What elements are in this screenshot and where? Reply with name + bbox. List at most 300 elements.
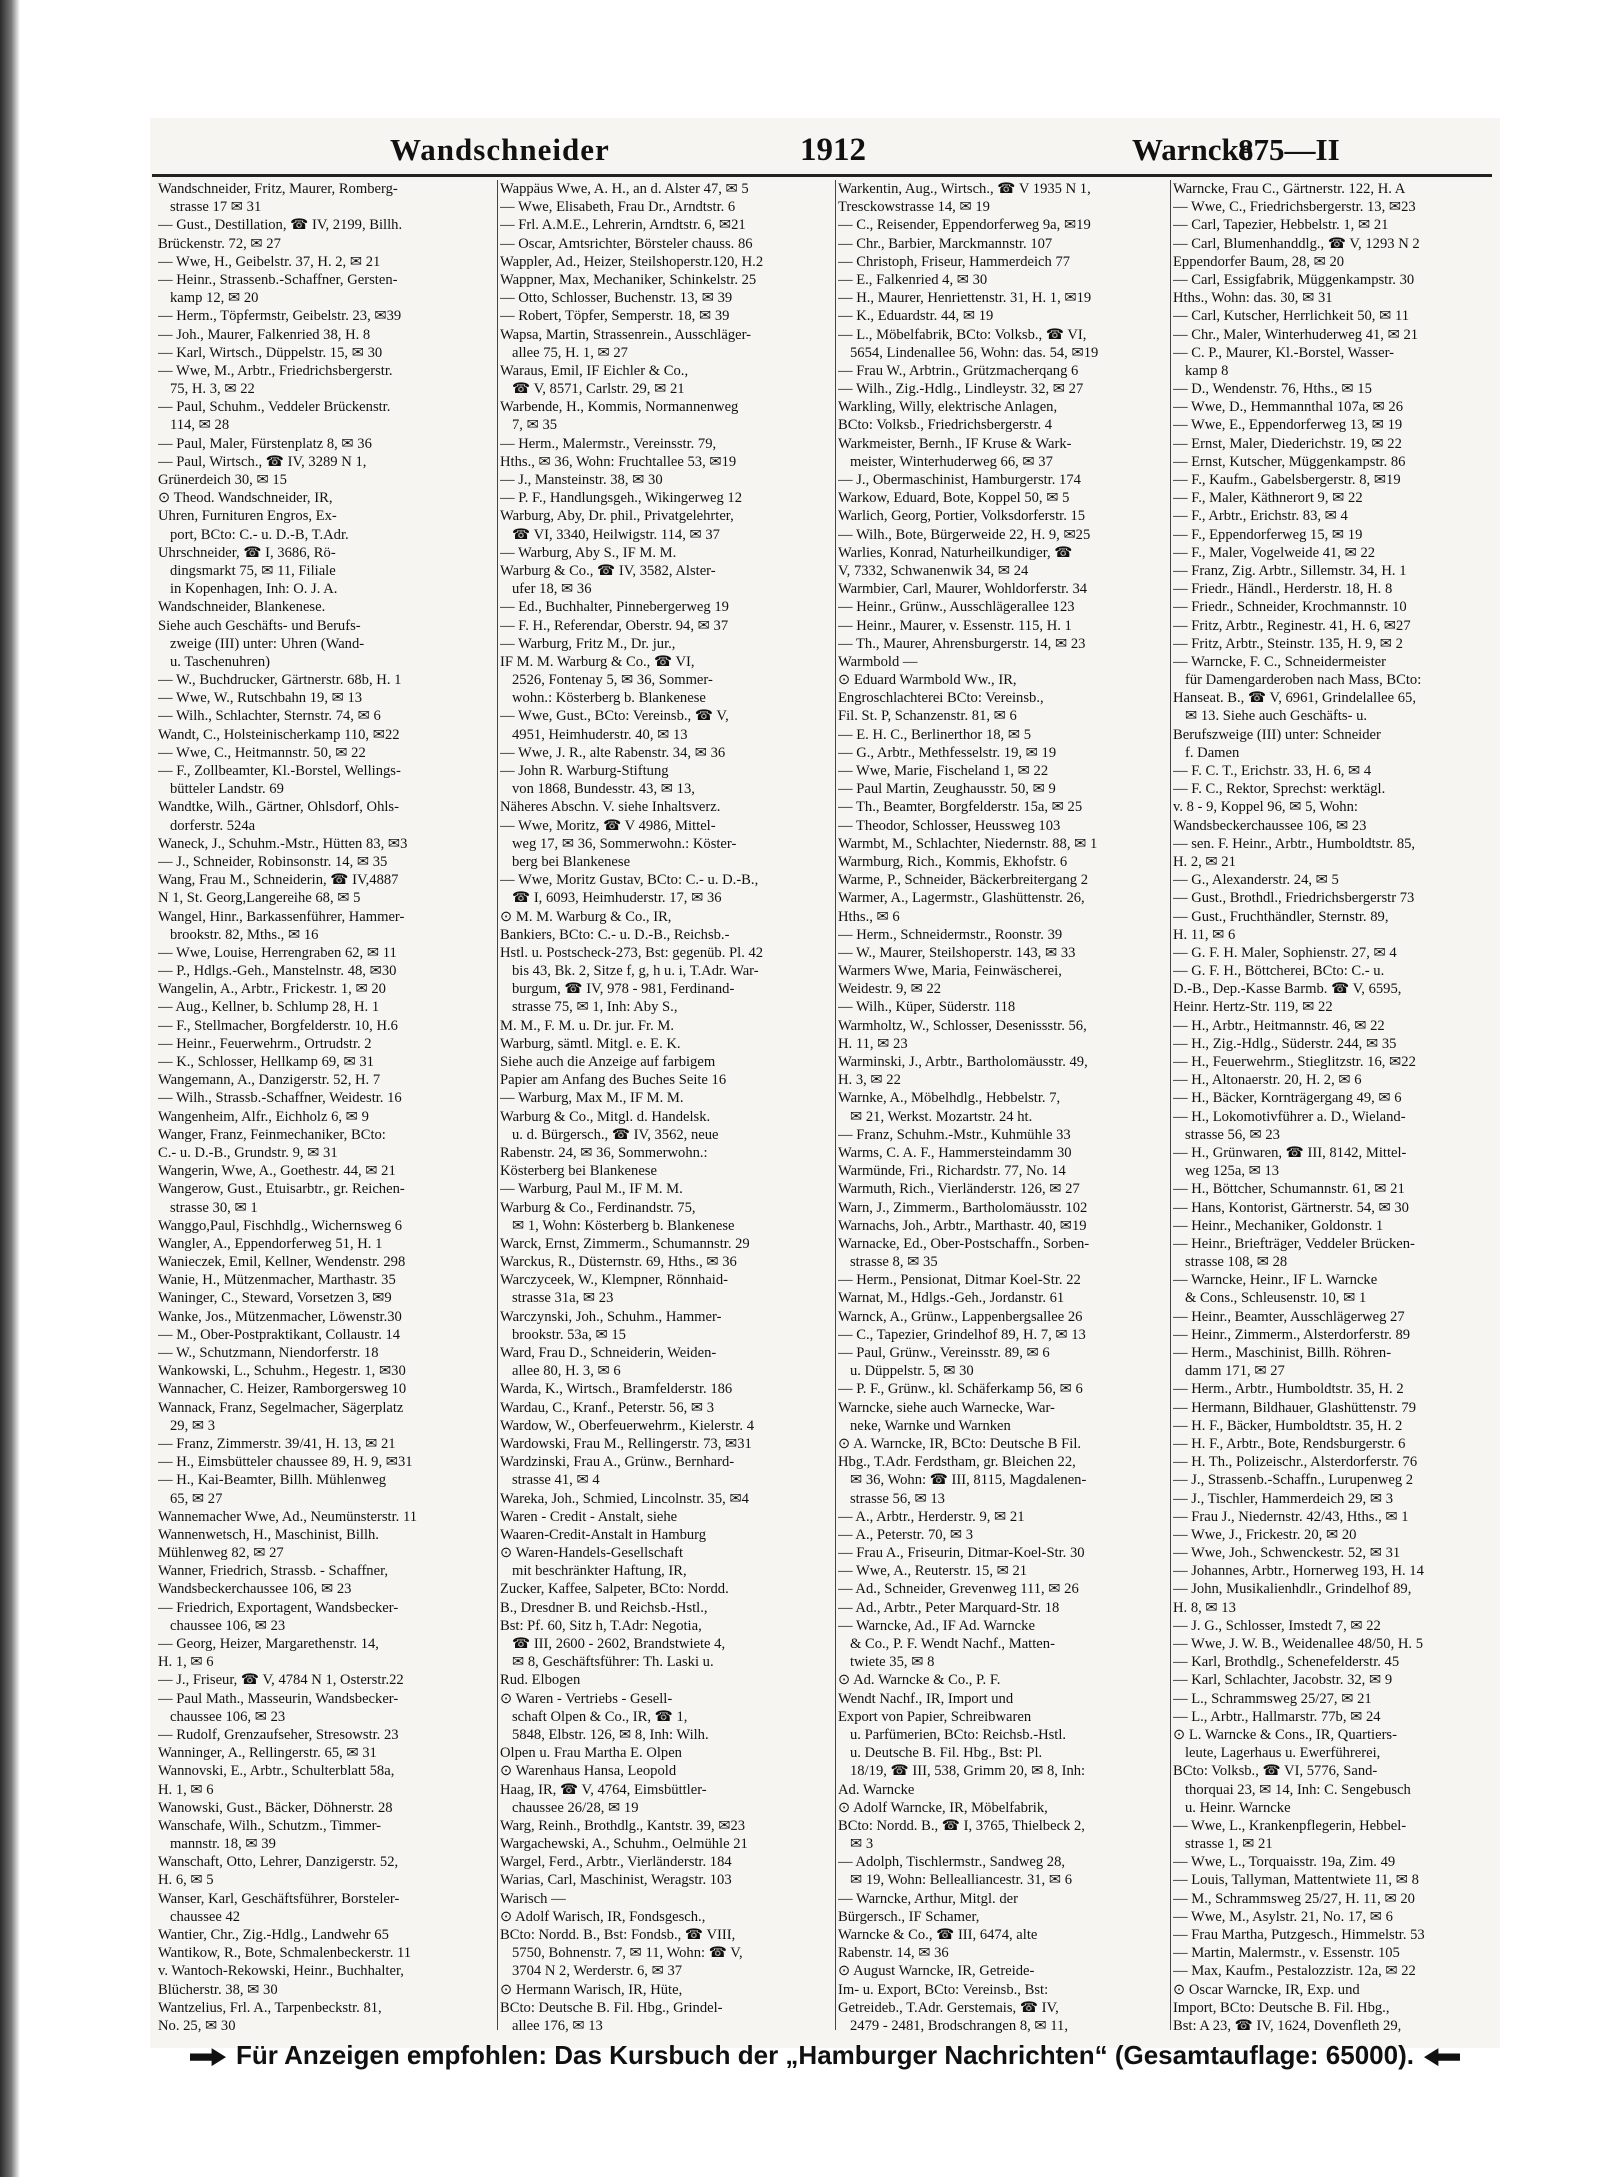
directory-line: — H., Lokomotivführer a. D., Wieland- [1173,1108,1406,1125]
binding-shadow [0,0,20,2177]
directory-line: u. Düppelstr. 5, ✉ 30 [850,1363,974,1380]
directory-line: Hbg., T.Adr. Ferdstham, gr. Bleichen 22, [838,1454,1076,1471]
column-3 [838,180,1168,2033]
directory-line: Wannemacher Wwe, Ad., Neumünsterstr. 11 [158,1508,418,1525]
directory-line: Warmuth, Rich., Vierländerstr. 126, ✉ 27 [838,1181,1080,1198]
directory-line: — J., Schneider, Robinsonstr. 14, ✉ 35 [158,853,388,870]
directory-line: kamp 12, ✉ 20 [170,290,259,307]
directory-line: Grünerdeich 30, ✉ 15 [158,472,287,488]
directory-line: H. 2, ✉ 21 [1173,853,1236,870]
directory-line: ⊙ August Warncke, IR, Getreide- [838,1963,1035,1980]
directory-line: Waren - Credit - Anstalt, siehe [500,1508,678,1525]
directory-line: — H., Böttcher, Schumannstr. 61, ✉ 21 [1173,1181,1405,1198]
directory-line: 29, ✉ 3 [170,1417,216,1434]
directory-line: Warnachs, Joh., Arbtr., Marthastr. 40, ✉19 [838,1217,1087,1234]
directory-line: H. 8, ✉ 13 [1173,1599,1236,1616]
directory-line: C.- u. D.-B., Grundstr. 9, ✉ 31 [158,1144,338,1161]
directory-line: allee 176, ✉ 13 [512,2017,603,2033]
directory-line: Getreideb., T.Adr. Gerstemais, ☎ IV, [838,1999,1059,2016]
directory-line: ✉ 1, Wohn: Kösterberg b. Blankenese [512,1217,735,1234]
directory-line: — J., Obermaschinist, Hamburgerstr. 174 [838,472,1081,488]
directory-line: Warmbold — [838,653,918,670]
directory-line: — Friedrich, Exportagent, Wandsbecker- [158,1599,399,1616]
page-number: 875—II [1238,132,1340,167]
directory-line: — Gust., Fruchthändler, Sternstr. 89, [1173,908,1389,925]
directory-line: — Herm., Pensionat, Ditmar Koel-Str. 22 [838,1272,1081,1289]
directory-line: — G., Arbtr., Methfesselstr. 19, ✉ 19 [838,744,1057,761]
directory-line: 5750, Bohnenstr. 7, ✉ 11, Wohn: ☎ V, [512,1945,743,1962]
directory-line: strasse 1, ✉ 21 [1185,1836,1273,1853]
directory-line: — Wwe, Joh., Schwenckestr. 52, ✉ 31 [1173,1545,1401,1562]
directory-line: — G. F. H. Maler, Sophienstr. 27, ✉ 4 [1173,944,1397,961]
pointing-hand-icon [1424,2048,1460,2066]
directory-line: — Ernst, Maler, Diederichstr. 19, ✉ 22 [1173,435,1402,452]
directory-line: 65, ✉ 27 [170,1490,223,1507]
directory-line: — Paul, Schuhm., Veddeler Brückenstr. [158,399,391,416]
directory-line: weg 17, ✉ 36, Sommerwohn.: Köster- [512,835,737,852]
directory-line: N 1, St. Georg,Langereihe 68, ✉ 5 [158,890,361,907]
directory-line: v. 8 - 9, Koppel 96, ✉ 5, Wohn: [1173,799,1358,816]
directory-line: Warncke & Co., ☎ III, 6474, alte [838,1927,1038,1943]
directory-line: — Warburg, Fritz M., Dr. jur., [500,635,676,652]
directory-line: H. 11, ✉ 6 [1173,926,1236,943]
directory-line: — Friedr., Händl., Herderstr. 18, H. 8 [1173,581,1393,598]
directory-line: Tresckowstrasse 14, ✉ 19 [838,199,990,216]
directory-line: — Wilh., Zig.-Hdlg., Lindleystr. 32, ✉ 27 [838,381,1084,398]
directory-line: 5848, Elbstr. 126, ✉ 8, Inh: Wilh. [512,1726,709,1743]
directory-line: Wannacher, C. Heizer, Ramborgersweg 10 [158,1381,407,1398]
directory-line: 2526, Fontenay 5, ✉ 36, Sommer- [512,672,713,689]
directory-line: — F. C., Rektor, Sprechst: werktägl. [1173,781,1386,798]
directory-line: Warczyceek, W., Klempner, Rönnhaid- [500,1272,729,1289]
directory-line: Warbende, H., Kommis, Normannenweg [500,399,739,416]
directory-line: mannstr. 18, ✉ 39 [170,1836,276,1853]
directory-line: — J., Tischler, Hammerdeich 29, ✉ 3 [1173,1490,1393,1507]
directory-line: Warmers Wwe, Maria, Feinwäscherei, [838,963,1062,980]
directory-line: — Theodor, Schlosser, Heussweg 103 [838,817,1061,834]
directory-line: Wanninger, A., Rellingerstr. 65, ✉ 31 [158,1745,377,1762]
directory-line: — J., Friseur, ☎ V, 4784 N 1, Osterstr.22 [158,1672,404,1689]
directory-line: — C., Reisender, Eppendorferweg 9a, ✉19 [838,217,1091,234]
directory-line: — P., Hdlgs.-Geh., Manstelnstr. 48, ✉30 [158,963,397,980]
directory-line: zweige (III) unter: Uhren (Wand- [170,635,365,652]
directory-line: — Wwe, D., Hemmannthal 107a, ✉ 26 [1173,399,1404,416]
directory-line: — W., Maurer, Steilshoperstr. 143, ✉ 33 [838,944,1076,961]
directory-line: — Herm., Maschinist, Billh. Röhren- [1173,1345,1392,1361]
directory-line: — M., Schrammsweg 25/27, H. 11, ✉ 20 [1173,1890,1415,1907]
directory-line: — F. H., Referendar, Oberstr. 94, ✉ 37 [500,617,729,634]
directory-line: Wargachewski, A., Schuhm., Oelmühle 21 [500,1836,748,1853]
directory-line: — Wwe, L., Krankenpflegerin, Hebbel- [1173,1817,1407,1834]
directory-line: — Heinr., Briefträger, Veddeler Brücken- [1173,1235,1415,1252]
directory-line: Wardow, W., Oberfeuerwehrm., Kielerstr. 4 [500,1417,754,1434]
directory-line: Warminski, J., Arbtr., Bartholomäusstr. 49, [838,1054,1088,1070]
directory-line: — Herm., Malermstr., Vereinsstr. 79, [500,435,717,452]
directory-line: strasse 56, ✉ 23 [1185,1126,1280,1143]
directory-line: Wardau, C., Kranf., Peterstr. 56, ✉ 3 [500,1399,715,1416]
page-header [160,132,1490,172]
column-4 [1173,180,1493,2033]
directory-line: — H., Maurer, Henriettenstr. 31, H. 1, ✉19 [838,290,1092,307]
directory-line: ufer 18, ✉ 36 [512,581,592,598]
directory-line: ⊙ Ad. Warncke & Co., P. F. [838,1672,1001,1689]
directory-line: Warlich, Georg, Portier, Volksdorferstr. 15 [838,508,1086,525]
directory-line: allee 75, H. 1, ✉ 27 [512,344,628,361]
directory-line: Wareka, Joh., Schmied, Lincolnstr. 35, ✉4 [500,1490,749,1507]
directory-line: Rud. Elbogen [500,1672,581,1689]
directory-line: strasse 41, ✉ 4 [512,1472,600,1489]
directory-line: leute, Lagerhaus u. Ewerführerei, [1185,1745,1381,1762]
directory-line: Brückenstr. 72, ✉ 27 [158,235,281,252]
pointing-hand-icon [190,2048,226,2066]
directory-line: kamp 8 [1185,362,1229,379]
directory-line: Berufszweige (III) unter: Schneider [1173,726,1381,743]
directory-line: — Heinr., Feuerwehrm., Ortrudstr. 2 [158,1035,372,1052]
directory-line: chaussee 106, ✉ 23 [170,1617,286,1634]
directory-line: & Cons., Schleusenstr. 10, ✉ 1 [1185,1290,1367,1307]
header-right-term: Warncke [1132,132,1253,167]
directory-line: — Karl, Wirtsch., Düppelstr. 15, ✉ 30 [158,344,383,361]
directory-line: ⊙ L. Warncke & Cons., IR, Quartiers- [1173,1726,1397,1743]
directory-line: — Robert, Töpfer, Semperstr. 18, ✉ 39 [500,308,730,325]
directory-line: Ad. Warncke [838,1781,915,1798]
directory-line: Wangemann, A., Danzigerstr. 52, H. 7 [158,1072,381,1089]
directory-line: Zucker, Kaffee, Salpeter, BCto: Nordd. [500,1581,729,1598]
directory-line: — Frau A., Friseurin, Ditmar-Koel-Str. 30 [838,1545,1085,1562]
directory-line: Import, BCto: Deutsche B. Fil. Hbg., [1173,1999,1390,2016]
directory-line: — Wwe, E., Eppendorferweg 13, ✉ 19 [1173,417,1403,434]
directory-line: — Rudolf, Grenzaufseher, Stresowstr. 23 [158,1726,399,1743]
directory-line: Blücherstr. 38, ✉ 30 [158,1981,278,1998]
directory-line: 75, H. 3, ✉ 22 [170,381,255,398]
directory-line: — L., Möbelfabrik, BCto: Volksb., ☎ VI, [838,326,1087,343]
directory-line: — Paul, Maler, Fürstenplatz 8, ✉ 36 [158,435,372,452]
directory-line: Uhrschneider, ☎ I, 3686, Rö- [158,544,336,561]
directory-line: Waaren-Credit-Anstalt in Hamburg [500,1526,707,1543]
directory-line: — John, Musikalienhdlr., Grindelhof 89, [1173,1581,1412,1598]
directory-line: — Heinr., Mechaniker, Goldonstr. 1 [1173,1217,1384,1234]
directory-line: — Wwe, L., Torquaisstr. 19a, Zim. 49 [1173,1854,1396,1871]
directory-line: port, BCto: C.- u. D.-B, T.Adr. [170,526,349,543]
directory-line: Warkmeister, Bernh., IF Kruse & Wark- [838,435,1072,452]
directory-line: Warmholtz, W., Schlosser, Desenissstr. 56, [838,1017,1087,1034]
column-2 [500,180,833,2033]
directory-line: Wandsbeckerchaussee 106, ✉ 23 [1173,817,1367,834]
directory-line: — W., Buchdrucker, Gärtnerstr. 68b, H. 1 [158,672,402,689]
directory-line: Wanggo,Paul, Fischhdlg., Wichernsweg 6 [158,1217,403,1234]
directory-line: Warncke, Frau C., Gärtnerstr. 122, H. A [1173,181,1406,197]
directory-line: — Herm., Arbtr., Humboldtstr. 35, H. 2 [1173,1381,1404,1398]
footer-advertisement [190,2040,1440,2080]
directory-line: — Otto, Schlosser, Buchenstr. 13, ✉ 39 [500,290,733,307]
directory-line: V, 7332, Schwanenwik 34, ✉ 24 [838,562,1029,579]
directory-line: ⊙ Theod. Wandschneider, IR, [158,490,333,507]
directory-line: allee 80, H. 3, ✉ 6 [512,1363,621,1380]
directory-line: Wantier, Chr., Zig.-Hdlg., Landwehr 65 [158,1927,389,1943]
directory-line: Wantzelius, Frl. A., Tarpenbeckstr. 81, [158,1999,382,2016]
directory-line: H. 6, ✉ 5 [158,1872,214,1889]
directory-line: — Warncke, Ad., IF Ad. Warncke [838,1617,1035,1634]
directory-line: Wanschaft, Otto, Lehrer, Danzigerstr. 52, [158,1854,399,1871]
directory-line: — H. Th., Polizeischr., Alsterdorferstr. 76 [1173,1454,1418,1471]
directory-line: H. 3, ✉ 22 [838,1072,901,1089]
directory-line: H. 1, ✉ 6 [158,1654,214,1671]
directory-line: — Wwe, C., Heitmannstr. 50, ✉ 22 [158,744,366,761]
directory-line: Wendt Nachf., IR, Import und [838,1690,1014,1707]
directory-line: — H., Eimsbütteler chaussee 89, H. 9, ✉31 [158,1454,413,1471]
directory-line: 5654, Lindenallee 56, Wohn: das. 54, ✉19 [850,344,1099,361]
directory-line: — F., Kaufm., Gabelsbergerstr. 8, ✉19 [1173,472,1401,488]
directory-line: Wangerow, Gust., Etuisarbtr., gr. Reichen- [158,1181,405,1198]
directory-line: chaussee 26/28, ✉ 19 [512,1799,639,1816]
directory-line: — Georg, Heizer, Margarethenstr. 14, [158,1636,379,1652]
directory-line: Wanieczek, Emil, Kellner, Wendenstr. 298 [158,1254,406,1271]
directory-line: — E. H. C., Berlinerthor 18, ✉ 5 [838,726,1032,743]
directory-line: Ward, Frau D., Schneiderin, Weiden- [500,1345,717,1361]
directory-line: — Paul Martin, Zeughausstr. 50, ✉ 9 [838,781,1056,798]
directory-line: Wandsbeckerchaussee 106, ✉ 23 [158,1581,352,1598]
directory-line: — Wilh., Strassb.-Schaffner, Weidestr. 16 [158,1090,402,1107]
directory-line: — Wwe, J. W. B., Weidenallee 48/50, H. 5 [1173,1636,1423,1652]
directory-line: — Carl, Tapezier, Hebbelstr. 1, ✉ 21 [1173,217,1389,234]
directory-line: — H., Arbtr., Heitmannstr. 46, ✉ 22 [1173,1017,1385,1034]
directory-line: strasse 17 ✉ 31 [170,199,262,216]
header-rule [152,174,1492,177]
directory-line: Warn, J., Zimmerm., Bartholomäusstr. 102 [838,1199,1088,1216]
directory-line: Warnacke, Ed., Ober-Postschaffn., Sorben- [838,1235,1090,1252]
directory-line: — Wwe, J. R., alte Rabenstr. 34, ✉ 36 [500,744,726,761]
directory-line: Warkentin, Aug., Wirtsch., ☎ V 1935 N 1, [838,181,1091,197]
directory-line: dorferstr. 524a [170,817,256,834]
directory-line: Warme, P., Schneider, Bäckerbreitergang 2 [838,872,1089,889]
directory-line: — Gust., Destillation, ☎ IV, 2199, Billh. [158,217,403,234]
directory-line: — Karl, Schlachter, Jacobstr. 32, ✉ 9 [1173,1672,1393,1689]
directory-line: — John R. Warburg-Stiftung [500,763,669,779]
directory-line: Bst: Pf. 60, Sitz h, T.Adr: Negotia, [500,1617,702,1634]
directory-line: Wandt, C., Holsteinischerkamp 110, ✉22 [158,726,400,743]
directory-line: Wargel, Ferd., Arbtr., Vierländerstr. 184 [500,1854,732,1871]
directory-line: Bürgersch., IF Schamer, [838,1908,980,1925]
directory-line: Wangler, A., Eppendorferweg 51, H. 1 [158,1235,383,1252]
directory-line: Warisch — [500,1890,566,1907]
directory-line: — Warncke, Heinr., IF L. Warncke [1173,1272,1378,1289]
directory-line: — F., Maler, Käthnerort 9, ✉ 22 [1173,490,1363,507]
directory-line: — Wwe, Gust., BCto: Vereinsb., ☎ V, [500,708,729,725]
directory-line: — Carl, Essigfabrik, Müggenkampstr. 30 [1173,271,1415,288]
directory-line: No. 25, ✉ 30 [158,2017,236,2033]
directory-line: — Wilh., Küper, Süderstr. 118 [838,999,1016,1016]
directory-line: — Frl. A.M.E., Lehrerin, Arndtstr. 6, ✉21 [500,217,746,234]
directory-line: Rabenstr. 14, ✉ 36 [838,1945,949,1962]
directory-line: thorquai 23, ✉ 14, Inh: C. Sengebusch [1185,1781,1411,1798]
directory-line: — P. F., Handlungsgeh., Wikingerweg 12 [500,490,742,507]
directory-line: — Carl, Blumenhanddlg., ☎ V, 1293 N 2 [1173,235,1420,252]
directory-line: — Ad., Arbtr., Peter Marquard-Str. 18 [838,1599,1060,1616]
directory-line: ⊙ M. M. Warburg & Co., IR, [500,908,672,925]
directory-line: strasse 75, ✉ 1, Inh: Aby S., [512,999,678,1016]
directory-line: H. 1, ✉ 6 [158,1781,214,1798]
directory-line: — A., Peterstr. 70, ✉ 3 [838,1526,974,1543]
directory-line: Hstl. u. Postscheck-273, Bst: gegenüb. Pl. 42 [500,944,764,961]
directory-line: Warkling, Willy, elektrische Anlagen, [838,399,1058,416]
directory-line: Uhren, Furnituren Engros, Ex- [158,508,337,525]
directory-line: M. M., F. M. u. Dr. jur. Fr. M. [500,1017,674,1034]
directory-line: — Wilh., Schlachter, Sternstr. 74, ✉ 6 [158,708,381,725]
directory-line: 18/19, ☎ III, 538, Grimm 20, ✉ 8, Inh: [850,1763,1086,1780]
directory-line: — Frau Martha, Putzgesch., Himmelstr. 53 [1173,1927,1425,1943]
directory-line: Warmbt, M., Schlachter, Niedernstr. 88, ✉ 1 [838,835,1098,852]
directory-line: — Frau W., Arbtrin., Grützmacherqang 6 [838,362,1079,379]
directory-line: Wangenheim, Alfr., Eichholz 6, ✉ 9 [158,1108,369,1125]
directory-line: — Th., Maurer, Ahrensburgerstr. 14, ✉ 23 [838,635,1086,652]
directory-line: Warburg & Co., Mitgl. d. Handelsk. [500,1108,711,1125]
directory-line: berg bei Blankenese [512,853,631,870]
directory-line: — Ed., Buchhalter, Pinnebergerweg 19 [500,599,729,616]
directory-line: für Damengarderoben nach Mass, BCto: [1185,672,1422,689]
directory-line: — J. G., Schlosser, Imstedt 7, ✉ 22 [1173,1617,1381,1634]
directory-line: Näheres Abschn. V. siehe Inhaltsverz. [500,799,721,816]
directory-line: — Warncke, F. C., Schneidermeister [1173,653,1386,670]
directory-line: Warczynski, Joh., Schuhm., Hammer- [500,1308,722,1325]
directory-line: Wannack, Franz, Segelmacher, Sägerplatz [158,1399,404,1416]
directory-line: — Heinr., Grünw., Ausschlägerallee 123 [838,599,1075,616]
directory-line: ⊙ Adolf Warncke, IR, Möbelfabrik, [838,1799,1048,1816]
directory-line: BCto: Volksb., Friedrichsbergerstr. 4 [838,417,1053,434]
directory-line: — Fritz, Arbtr., Reginestr. 41, H. 6, ✉27 [1173,617,1411,634]
directory-line: Waninger, C., Steward, Vorsetzen 3, ✉9 [158,1290,392,1307]
directory-line: f. Damen [1185,744,1240,761]
directory-line: — Heinr., Beamter, Ausschlägerweg 27 [1173,1308,1405,1325]
directory-line: — F., Stellmacher, Borgfelderstr. 10, H.6 [158,1017,398,1034]
directory-line: — Wwe, A., Reuterstr. 15, ✉ 21 [838,1563,1028,1580]
directory-line: wohn.: Kösterberg b. Blankenese [512,690,706,707]
directory-line: — Heinr., Zimmerm., Alsterdorferstr. 89 [1173,1326,1411,1343]
directory-line: — Louis, Tallyman, Mattentwiete 11, ✉ 8 [1173,1872,1419,1889]
directory-line: — A., Arbtr., Herderstr. 9, ✉ 21 [838,1508,1025,1525]
directory-line: strasse 31a, ✉ 23 [512,1290,614,1307]
directory-line: — Friedr., Schneider, Krochmannstr. 10 [1173,599,1407,616]
directory-line: ✉ 21, Werkst. Mozartstr. 24 ht. [850,1108,1033,1125]
directory-line: — Paul Math., Masseurin, Wandsbecker- [158,1690,399,1707]
directory-line: Hanseat. B., ☎ V, 6961, Grindelallee 65, [1173,690,1416,707]
directory-line: — P. F., Grünw., kl. Schäferkamp 56, ✉ 6 [838,1381,1083,1398]
directory-line: Bst: A 23, ☎ IV, 1624, Dovenfleth 29, [1173,2017,1402,2033]
directory-line: — H. F., Arbtr., Bote, Rendsburgerstr. 6 [1173,1435,1406,1452]
directory-line: Warmünde, Fri., Richardstr. 77, No. 14 [838,1163,1066,1180]
directory-line: — L., Arbtr., Hallmarstr. 77b, ✉ 24 [1173,1708,1381,1725]
directory-line: ⊙ Waren-Handels-Gesellschaft [500,1545,683,1562]
column-1 [158,180,494,2033]
directory-line: chaussee 106, ✉ 23 [170,1708,286,1725]
directory-line: — Wwe, Elisabeth, Frau Dr., Arndtstr. 6 [500,199,736,216]
directory-line: Fil. St. P, Schanzenstr. 81, ✉ 6 [838,708,1017,725]
directory-line: — Heinr., Maurer, v. Essenstr. 115, H. 1 [838,617,1072,634]
directory-line: Wangel, Hinr., Barkassenführer, Hammer- [158,908,405,925]
directory-line: — H. F., Bäcker, Humboldtstr. 35, H. 2 [1173,1417,1403,1434]
directory-line: Papier am Anfang des Buches Seite 16 [500,1072,727,1089]
directory-line: — M., Ober-Postpraktikant, Collaustr. 14 [158,1326,401,1343]
directory-line: — G. F. H., Böttcherei, BCto: C.- u. [1173,963,1385,980]
header-year: 1912 [800,132,866,168]
directory-line: Warms, C. A. F., Hammersteindamm 30 [838,1144,1072,1161]
directory-line: Warnat, M., Hdlgs.-Geh., Jordanstr. 61 [838,1290,1065,1307]
directory-line: ⊙ Warenhaus Hansa, Leopold [500,1763,677,1780]
directory-line: Wannovski, E., Arbtr., Schulterblatt 58a, [158,1763,395,1780]
directory-line: Wardowski, Frau M., Rellingerstr. 73, ✉31 [500,1435,752,1452]
directory-line: D.-B., Dep.-Kasse Barmb. ☎ V, 6595, [1173,981,1402,998]
directory-line: Wapsa, Martin, Strassenrein., Ausschläger- [500,326,752,343]
directory-line: Waraus, Emil, IF Eichler & Co., [500,362,689,379]
directory-line: — Adolph, Tischlermstr., Sandweg 28, [838,1854,1066,1871]
directory-line: ✉ 36, Wohn: ☎ III, 8115, Magdalenen- [850,1472,1087,1489]
footer-text: Für Anzeigen empfohlen: Das Kursbuch der „Hamburger Nachrichten“ (Gesamtauflage: 65000). [236,2040,1414,2070]
directory-line: Wappler, Ad., Heizer, Steilshoperstr.120, H.2 [500,253,764,270]
directory-line: chaussee 42 [170,1908,241,1925]
directory-line: Warburg & Co., Ferdinandstr. 75, [500,1199,696,1216]
directory-line: — Wwe, Louise, Herrengraben 62, ✉ 11 [158,944,397,961]
header-left-term: Wandschneider [390,132,610,167]
directory-line: — D., Wendenstr. 76, Hths., ✉ 15 [1173,381,1372,398]
directory-line: u. Deutsche B. Fil. Hbg., Bst: Pl. [850,1745,1043,1762]
directory-line: — Wwe, Marie, Fischeland 1, ✉ 22 [838,763,1049,779]
directory-line: — Aug., Kellner, b. Schlump 28, H. 1 [158,999,380,1016]
directory-line: Wandschneider, Fritz, Maurer, Romberg- [158,181,398,197]
directory-line: — Warncke, Arthur, Mitgl. der [838,1890,1018,1907]
directory-line: Bankiers, BCto: C.- u. D.-B., Reichsb.- [500,926,730,943]
directory-line: — H., Feuerwehrm., Stieglitzstr. 16, ✉22 [1173,1054,1416,1070]
directory-line: Wardzinski, Frau A., Grünw., Bernhard- [500,1454,735,1471]
directory-line: ✉ 8, Geschäftsführer: Th. Laski u. [512,1654,714,1671]
directory-line: — Wwe, Moritz, ☎ V 4986, Mittel- [500,817,716,834]
directory-line: — Wwe, Moritz Gustav, BCto: C.- u. D.-B., [500,872,759,889]
directory-line: brookstr. 82, Mths., ✉ 16 [170,926,319,943]
directory-line: ⊙ Eduard Warmbold Ww., IR, [838,672,1017,689]
directory-line: Hths., ✉ 36, Wohn: Fruchtallee 53, ✉19 [500,453,737,470]
directory-line: — J., Mansteinstr. 38, ✉ 30 [500,472,663,488]
directory-line: — H., Zig.-Hdlg., Süderstr. 244, ✉ 35 [1173,1035,1397,1052]
directory-line: — W., Schutzmann, Niendorferstr. 18 [158,1345,379,1361]
directory-line: von 1868, Bundesstr. 43, ✉ 13, [512,781,695,798]
directory-line: ⊙ Waren - Vertriebs - Gesell- [500,1690,673,1707]
directory-line: Wanner, Friedrich, Strassb. - Schaffner, [158,1563,389,1580]
directory-line: Warnke, A., Möbelhdlg., Hebbelstr. 7, [838,1090,1061,1107]
directory-line: Warg, Reinh., Brothdlg., Kantstr. 39, ✉23 [500,1817,746,1834]
directory-line: ⊙ Oscar Warncke, IR, Exp. und [1173,1981,1360,1998]
directory-line: Wantikow, R., Bote, Schmalenbeckerstr. 11 [158,1945,412,1962]
directory-line: BCto: Deutsche B. Fil. Hbg., Grindel- [500,1999,723,2016]
directory-line: BCto: Nordd. B., Bst: Fondsb., ☎ VIII, [500,1927,736,1943]
directory-line: 114, ✉ 28 [170,417,230,434]
directory-line: — G., Alexanderstr. 24, ✉ 5 [1173,872,1339,889]
directory-line: Olpen u. Frau Martha E. Olpen [500,1745,682,1762]
directory-line: strasse 56, ✉ 13 [850,1490,945,1507]
directory-line: damm 171, ✉ 27 [1185,1363,1285,1380]
directory-line: burgum, ☎ IV, 978 - 981, Ferdinand- [512,981,735,998]
directory-line: ☎ VI, 3340, Heilwigstr. 114, ✉ 37 [512,526,720,543]
directory-line: Wankowski, L., Schuhm., Hegestr. 1, ✉30 [158,1363,406,1380]
directory-line: Warncke, siehe auch Warnecke, War- [838,1399,1055,1416]
directory-line: — Franz, Zimmerstr. 39/41, H. 13, ✉ 21 [158,1435,396,1452]
directory-line: — Franz, Zig. Arbtr., Sillemstr. 34, H. 1 [1173,562,1407,579]
directory-line: dingsmarkt 75, ✉ 11, Filiale [170,562,336,579]
directory-line: — Oscar, Amtsrichter, Börsteler chauss. 86 [500,235,753,252]
directory-line: — K., Eduardstr. 44, ✉ 19 [838,308,994,325]
directory-line: ⊙ Hermann Warisch, IR, Hüte, [500,1981,683,1998]
directory-line: schaft Olpen & Co., IR, ☎ 1, [512,1708,688,1725]
directory-line: — C., Tapezier, Grindelhof 89, H. 7, ✉ 13 [838,1326,1086,1343]
directory-line: bütteler Landstr. 69 [170,781,284,798]
directory-line: ⊙ Adolf Warisch, IR, Fondsgesch., [500,1908,706,1925]
